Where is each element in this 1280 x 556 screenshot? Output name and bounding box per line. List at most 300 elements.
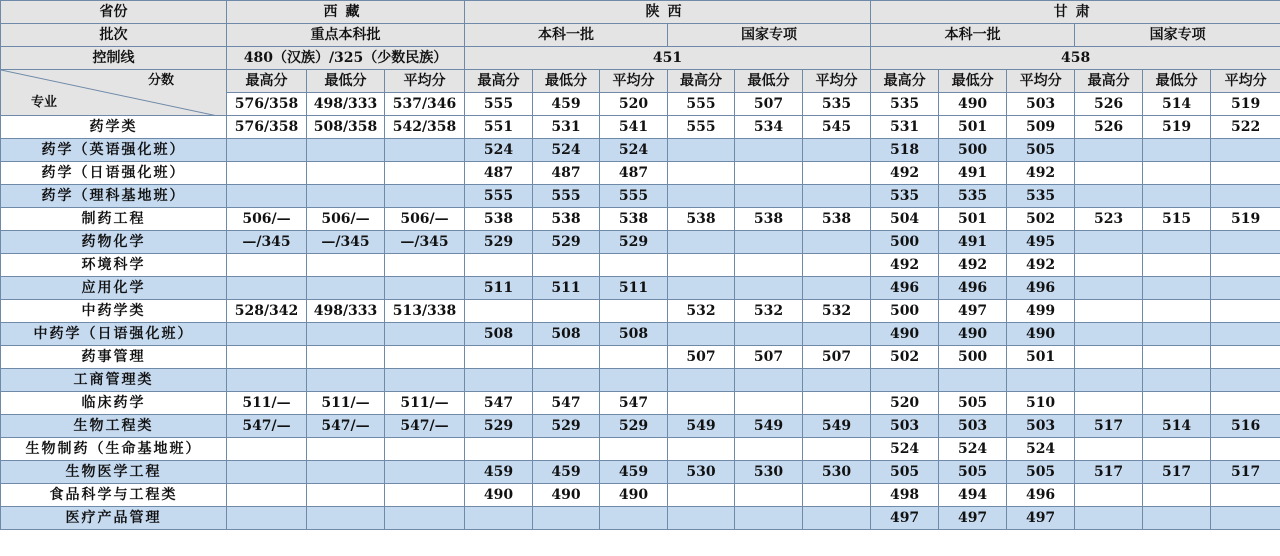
stat-label-cell: 最低分 <box>307 70 385 93</box>
score-cell <box>668 484 735 507</box>
score-cell <box>1143 185 1211 208</box>
score-cell: 498/333 <box>307 300 385 323</box>
overall-score-cell: 498/333 <box>307 93 385 116</box>
score-cell: 524 <box>533 139 600 162</box>
score-cell: 507 <box>735 346 803 369</box>
score-cell <box>1075 277 1143 300</box>
score-cell: 508 <box>533 323 600 346</box>
score-cell <box>533 346 600 369</box>
score-cell: 503 <box>871 415 939 438</box>
overall-score-cell: 537/346 <box>385 93 465 116</box>
score-cell <box>803 231 871 254</box>
score-cell <box>227 185 307 208</box>
score-cell <box>1143 323 1211 346</box>
score-cell: 508 <box>600 323 668 346</box>
score-cell <box>1143 254 1211 277</box>
score-cell <box>465 300 533 323</box>
batch-shaanxi-2: 国家专项 <box>668 24 871 47</box>
score-cell <box>1211 346 1280 369</box>
stat-label-cell: 最低分 <box>735 70 803 93</box>
stat-label-cell: 最低分 <box>533 70 600 93</box>
score-cell <box>227 346 307 369</box>
batch-gansu-1: 本科一批 <box>871 24 1075 47</box>
stat-label-cell: 平均分 <box>1007 70 1075 93</box>
score-cell <box>735 139 803 162</box>
score-cell: 505 <box>1007 461 1075 484</box>
score-cell: 487 <box>533 162 600 185</box>
score-cell <box>803 277 871 300</box>
score-cell <box>1143 277 1211 300</box>
score-cell: 547 <box>465 392 533 415</box>
score-cell <box>1143 346 1211 369</box>
score-cell <box>803 139 871 162</box>
score-cell: 497 <box>939 507 1007 530</box>
score-cell <box>735 254 803 277</box>
score-cell: 551 <box>465 116 533 139</box>
score-cell: 503 <box>1007 415 1075 438</box>
score-cell <box>939 369 1007 392</box>
score-cell: 459 <box>465 461 533 484</box>
score-cell <box>1143 162 1211 185</box>
score-cell <box>600 369 668 392</box>
overall-score-cell: 490 <box>939 93 1007 116</box>
score-cell <box>803 438 871 461</box>
score-cell: 514 <box>1143 415 1211 438</box>
major-name-cell: 医疗产品管理 <box>1 507 227 530</box>
score-cell <box>668 507 735 530</box>
score-cell <box>465 369 533 392</box>
score-cell: 459 <box>533 461 600 484</box>
overall-score-cell: 576/358 <box>227 93 307 116</box>
score-cell: 535 <box>871 185 939 208</box>
score-cell: 549 <box>668 415 735 438</box>
score-cell <box>803 254 871 277</box>
score-cell <box>307 323 385 346</box>
score-cell: 555 <box>668 116 735 139</box>
score-cell <box>1075 369 1143 392</box>
score-cell: 492 <box>871 254 939 277</box>
score-cell <box>600 346 668 369</box>
table-row <box>1 346 1280 369</box>
score-cell: 495 <box>1007 231 1075 254</box>
score-cell: —/345 <box>227 231 307 254</box>
score-cell <box>803 507 871 530</box>
overall-score-cell: 459 <box>533 93 600 116</box>
score-cell <box>465 254 533 277</box>
score-cell: 541 <box>600 116 668 139</box>
score-cell <box>600 438 668 461</box>
score-cell: 505 <box>871 461 939 484</box>
score-cell: 549 <box>735 415 803 438</box>
score-cell <box>1211 369 1280 392</box>
score-cell: 576/358 <box>227 116 307 139</box>
score-cell <box>1143 507 1211 530</box>
score-cell: 490 <box>939 323 1007 346</box>
province-xizang: 西藏 <box>227 1 465 24</box>
score-cell <box>803 369 871 392</box>
score-cell <box>803 323 871 346</box>
diagonal-header-cell <box>1 70 227 116</box>
score-cell: 506/— <box>227 208 307 231</box>
score-cell: 501 <box>939 208 1007 231</box>
score-cell: 526 <box>1075 116 1143 139</box>
batch-label: 批次 <box>1 24 227 47</box>
score-cell <box>1075 438 1143 461</box>
stat-label-cell: 最高分 <box>871 70 939 93</box>
overall-score-cell: 555 <box>465 93 533 116</box>
score-cell <box>1211 438 1280 461</box>
score-cell <box>1075 392 1143 415</box>
score-cell: 535 <box>1007 185 1075 208</box>
score-cell <box>668 185 735 208</box>
score-cell <box>735 438 803 461</box>
score-cell: 502 <box>1007 208 1075 231</box>
score-cell: 496 <box>1007 484 1075 507</box>
score-cell <box>1211 162 1280 185</box>
table-row <box>1 300 1280 323</box>
major-name-cell: 生物制药（生命基地班） <box>1 438 227 461</box>
stat-label-cell: 平均分 <box>803 70 871 93</box>
score-cell: 511 <box>600 277 668 300</box>
score-cell <box>307 346 385 369</box>
score-cell <box>735 323 803 346</box>
control-line-shaanxi: 451 <box>465 47 871 70</box>
score-cell <box>803 392 871 415</box>
stat-label-cell: 平均分 <box>385 70 465 93</box>
score-cell: 517 <box>1075 415 1143 438</box>
table-row <box>1 438 1280 461</box>
score-cell: 529 <box>533 231 600 254</box>
score-cell <box>385 185 465 208</box>
score-cell <box>307 369 385 392</box>
score-cell: 505 <box>1007 139 1075 162</box>
score-cell: 505 <box>939 461 1007 484</box>
score-cell: 522 <box>1211 116 1280 139</box>
score-cell <box>735 507 803 530</box>
score-cell <box>385 369 465 392</box>
score-cell: 492 <box>1007 162 1075 185</box>
score-cell <box>1143 300 1211 323</box>
score-cell: 545 <box>803 116 871 139</box>
score-cell: 547 <box>533 392 600 415</box>
score-cell: 531 <box>871 116 939 139</box>
score-cell: 501 <box>1007 346 1075 369</box>
score-cell: 534 <box>735 116 803 139</box>
score-cell: 517 <box>1143 461 1211 484</box>
control-line-label: 控制线 <box>1 47 227 70</box>
score-cell <box>668 254 735 277</box>
score-cell <box>307 484 385 507</box>
overall-score-cell: 507 <box>735 93 803 116</box>
score-cell: 508/358 <box>307 116 385 139</box>
table-row <box>1 254 1280 277</box>
score-cell: 547 <box>600 392 668 415</box>
score-cell <box>1075 162 1143 185</box>
score-cell <box>668 139 735 162</box>
score-cell: 530 <box>735 461 803 484</box>
table-row <box>1 484 1280 507</box>
score-cell: 547/— <box>307 415 385 438</box>
score-cell <box>600 300 668 323</box>
score-cell <box>668 231 735 254</box>
score-cell <box>1143 369 1211 392</box>
score-cell: 459 <box>600 461 668 484</box>
score-cell <box>385 507 465 530</box>
score-cell <box>668 277 735 300</box>
score-cell <box>668 162 735 185</box>
score-cell <box>307 139 385 162</box>
score-cell <box>735 231 803 254</box>
score-cell: 529 <box>465 415 533 438</box>
score-cell <box>385 461 465 484</box>
control-line-gansu: 458 <box>871 47 1280 70</box>
major-name-cell: 药学（日语强化班） <box>1 162 227 185</box>
score-cell: 547/— <box>385 415 465 438</box>
score-cell: 519 <box>1211 208 1280 231</box>
score-cell <box>227 139 307 162</box>
score-cell <box>533 369 600 392</box>
score-cell: 500 <box>871 300 939 323</box>
score-cell: 511/— <box>227 392 307 415</box>
score-cell <box>1075 231 1143 254</box>
score-cell <box>227 484 307 507</box>
score-cell: 517 <box>1211 461 1280 484</box>
table-row <box>1 415 1280 438</box>
score-cell <box>227 438 307 461</box>
score-cell <box>385 139 465 162</box>
major-name-cell: 环境科学 <box>1 254 227 277</box>
score-cell: 497 <box>871 507 939 530</box>
table-row <box>1 231 1280 254</box>
score-cell: 511/— <box>307 392 385 415</box>
score-cell: 496 <box>939 277 1007 300</box>
score-cell: 532 <box>668 300 735 323</box>
score-cell <box>1075 484 1143 507</box>
score-cell <box>227 254 307 277</box>
score-cell <box>227 323 307 346</box>
table-row <box>1 139 1280 162</box>
score-cell: 506/— <box>385 208 465 231</box>
score-cell <box>1075 300 1143 323</box>
score-cell: 532 <box>803 300 871 323</box>
score-cell <box>803 484 871 507</box>
score-cell: 517 <box>1075 461 1143 484</box>
score-cell: 513/338 <box>385 300 465 323</box>
major-axis-label: 专业 <box>31 95 58 110</box>
score-cell <box>385 277 465 300</box>
score-cell: 501 <box>939 116 1007 139</box>
score-cell <box>735 369 803 392</box>
score-cell <box>1211 484 1280 507</box>
score-cell <box>1075 507 1143 530</box>
score-cell: 511 <box>465 277 533 300</box>
score-cell: 524 <box>465 139 533 162</box>
score-cell: 532 <box>735 300 803 323</box>
batch-xizang: 重点本科批 <box>227 24 465 47</box>
score-cell <box>385 346 465 369</box>
score-cell <box>1007 369 1075 392</box>
score-cell: 542/358 <box>385 116 465 139</box>
major-name-cell: 生物医学工程 <box>1 461 227 484</box>
score-cell: 509 <box>1007 116 1075 139</box>
major-name-cell: 食品科学与工程类 <box>1 484 227 507</box>
stat-label-cell: 最低分 <box>1143 70 1211 93</box>
score-cell: 491 <box>939 162 1007 185</box>
score-cell <box>307 254 385 277</box>
score-cell <box>465 438 533 461</box>
score-cell <box>1211 254 1280 277</box>
score-cell <box>735 484 803 507</box>
score-cell: 492 <box>1007 254 1075 277</box>
score-cell: 530 <box>803 461 871 484</box>
score-cell: 500 <box>939 346 1007 369</box>
score-cell: 538 <box>803 208 871 231</box>
score-cell <box>735 277 803 300</box>
score-cell: 529 <box>533 415 600 438</box>
overall-score-cell: 535 <box>871 93 939 116</box>
major-name-cell: 制药工程 <box>1 208 227 231</box>
score-cell <box>1143 139 1211 162</box>
score-cell: 547/— <box>227 415 307 438</box>
score-cell: 490 <box>533 484 600 507</box>
score-cell <box>668 369 735 392</box>
stat-label-cell: 最低分 <box>939 70 1007 93</box>
score-cell: 500 <box>871 231 939 254</box>
score-cell <box>803 162 871 185</box>
score-cell: 555 <box>533 185 600 208</box>
score-cell: 494 <box>939 484 1007 507</box>
score-cell: 505 <box>939 392 1007 415</box>
overall-score-cell: 526 <box>1075 93 1143 116</box>
table-row <box>1 162 1280 185</box>
score-cell <box>533 300 600 323</box>
score-cell: 492 <box>871 162 939 185</box>
stat-label-cell: 最高分 <box>668 70 735 93</box>
score-cell: 496 <box>871 277 939 300</box>
control-line-row <box>1 47 1280 70</box>
major-name-cell: 药学类 <box>1 116 227 139</box>
score-cell <box>1211 277 1280 300</box>
score-cell: 508 <box>465 323 533 346</box>
score-cell <box>735 392 803 415</box>
score-cell <box>1075 254 1143 277</box>
score-cell <box>735 185 803 208</box>
score-cell <box>871 369 939 392</box>
table-row <box>1 116 1280 139</box>
score-cell <box>227 162 307 185</box>
score-cell: 524 <box>600 139 668 162</box>
stat-label-cell: 最高分 <box>227 70 307 93</box>
score-cell <box>668 323 735 346</box>
stat-label-cell: 最高分 <box>1075 70 1143 93</box>
score-cell: 529 <box>465 231 533 254</box>
province-header-row <box>1 1 1280 24</box>
score-cell <box>1143 484 1211 507</box>
score-cell: —/345 <box>385 231 465 254</box>
score-cell: 519 <box>1143 116 1211 139</box>
score-cell: 510 <box>1007 392 1075 415</box>
score-cell: 499 <box>1007 300 1075 323</box>
major-name-cell: 药学（英语强化班） <box>1 139 227 162</box>
score-cell <box>227 461 307 484</box>
score-cell: 507 <box>668 346 735 369</box>
stat-label-cell: 最高分 <box>465 70 533 93</box>
score-cell: 492 <box>939 254 1007 277</box>
score-cell <box>385 254 465 277</box>
score-cell: 518 <box>871 139 939 162</box>
score-cell <box>1211 507 1280 530</box>
score-cell <box>735 162 803 185</box>
score-cell <box>1075 185 1143 208</box>
score-cell: 538 <box>600 208 668 231</box>
score-cell <box>385 162 465 185</box>
score-cell: 511/— <box>385 392 465 415</box>
table-row <box>1 461 1280 484</box>
score-cell: 523 <box>1075 208 1143 231</box>
score-cell: 491 <box>939 231 1007 254</box>
score-cell: 487 <box>600 162 668 185</box>
table-row <box>1 208 1280 231</box>
score-cell: 524 <box>939 438 1007 461</box>
score-cell <box>307 162 385 185</box>
score-cell: 490 <box>871 323 939 346</box>
score-cell <box>385 484 465 507</box>
batch-shaanxi-1: 本科一批 <box>465 24 668 47</box>
score-cell: 538 <box>465 208 533 231</box>
province-label: 省份 <box>1 1 227 24</box>
score-cell <box>1211 323 1280 346</box>
score-cell: 520 <box>871 392 939 415</box>
score-axis-label: 分数 <box>147 73 174 88</box>
score-cell: 497 <box>939 300 1007 323</box>
score-cell <box>385 323 465 346</box>
table-row <box>1 507 1280 530</box>
score-cell <box>307 507 385 530</box>
score-cell: 496 <box>1007 277 1075 300</box>
score-cell <box>533 254 600 277</box>
score-cell: 511 <box>533 277 600 300</box>
major-name-cell: 临床药学 <box>1 392 227 415</box>
major-name-cell: 药事管理 <box>1 346 227 369</box>
major-name-cell: 生物工程类 <box>1 415 227 438</box>
overall-score-cell: 514 <box>1143 93 1211 116</box>
score-cell: 538 <box>533 208 600 231</box>
major-name-cell: 工商管理类 <box>1 369 227 392</box>
stat-label-cell: 平均分 <box>600 70 668 93</box>
table-row <box>1 185 1280 208</box>
score-cell <box>668 438 735 461</box>
score-cell: 555 <box>465 185 533 208</box>
score-cell <box>600 507 668 530</box>
major-name-cell: 应用化学 <box>1 277 227 300</box>
score-cell <box>1075 323 1143 346</box>
score-cell <box>385 438 465 461</box>
score-cell: 531 <box>533 116 600 139</box>
score-cell <box>227 369 307 392</box>
score-cell <box>1075 139 1143 162</box>
overall-score-cell: 555 <box>668 93 735 116</box>
province-shaanxi: 陕西 <box>465 1 871 24</box>
score-cell <box>803 185 871 208</box>
score-cell <box>465 507 533 530</box>
table-row <box>1 392 1280 415</box>
score-cell: 497 <box>1007 507 1075 530</box>
major-name-cell: 中药学（日语强化班） <box>1 323 227 346</box>
score-cell: 529 <box>600 231 668 254</box>
score-cell <box>533 438 600 461</box>
score-cell: 529 <box>600 415 668 438</box>
major-name-cell: 药学（理科基地班） <box>1 185 227 208</box>
